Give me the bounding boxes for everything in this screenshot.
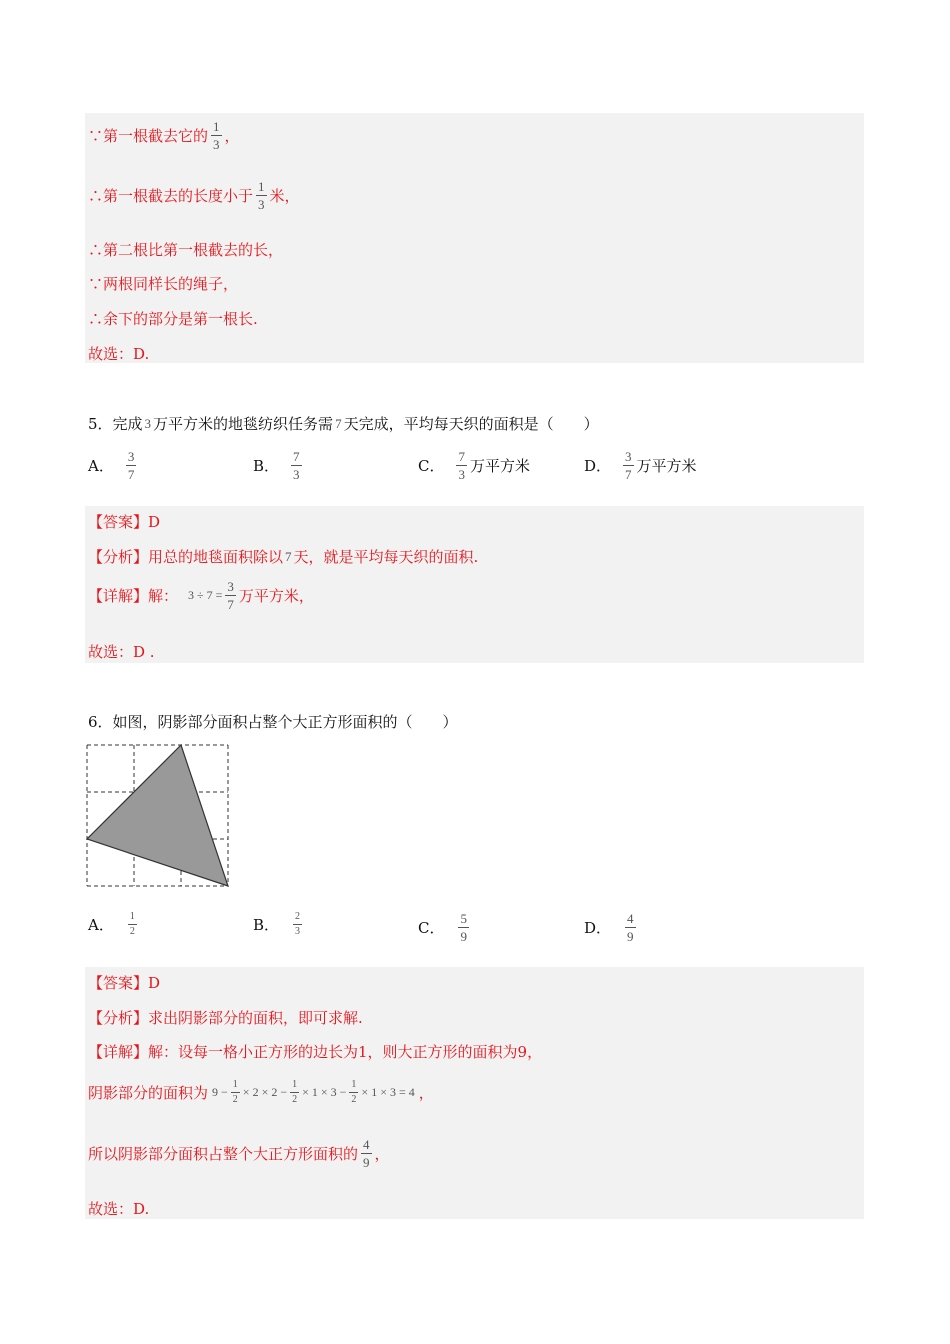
q4-line-5: ∴余下的部分是第一根长.: [88, 310, 258, 328]
q5-option-d[interactable]: D． $\frac{3}{7}$ 万平方米: [584, 449, 697, 482]
q6-grid-figure: [86, 744, 230, 888]
shaded-triangle: [87, 745, 228, 886]
q6-question: 6．如图，阴影部分面积占整个大正方形面积的（ ）: [88, 713, 458, 731]
q5-option-c[interactable]: C． $\frac{7}{3}$ 万平方米: [418, 449, 530, 482]
q5-answer: 【答案】 D: [88, 512, 161, 531]
q4-line-1: ∵第一根截去它的 $\frac{1}{3}$ ，: [88, 119, 240, 152]
q4-line-6: 故选：D.: [88, 345, 150, 363]
q5-option-a[interactable]: A． $\frac{3}{7}$: [88, 449, 135, 482]
q6-option-c[interactable]: C． $\frac{5}{9}$: [418, 911, 467, 944]
q5-detail: 【详解】 解： 3 ÷ 7 = $\frac{3}{7}$ 万平方米，: [88, 579, 314, 612]
fraction: $\frac{1}{3}$: [213, 119, 220, 152]
q6-ratio-line: 所以阴影部分面积占整个大正方形面积的 $\frac{4}{9}$ ，: [88, 1137, 390, 1170]
q6-option-b[interactable]: B． $\frac{2}{3}$: [253, 911, 301, 937]
fraction: $\frac{1}{3}$: [258, 179, 265, 212]
q6-option-d[interactable]: D． $\frac{4}{9}$: [584, 911, 634, 944]
q4-line-2: ∴第一根截去的长度小于 $\frac{1}{3}$ 米，: [88, 179, 300, 212]
q5-question: 5．完成 3 万平方米的地毯纺织任务需 7 天完成，平均每天织的面积是（ ）: [88, 415, 599, 433]
q5-analysis: 【分析】 用总的地毯面积除以 7 天，就是平均每天织的面积.: [88, 548, 479, 566]
q6-area-line: 阴影部分的面积为 9 − $\frac{1}{2}$ × 2 × 2 − $\frac{1}{2}$ × 1 × 3 − $\frac{1}{2}$ × 1 × 3 = 4 ，: [88, 1079, 434, 1105]
q6-choose: 故选：D.: [88, 1200, 150, 1218]
q5-choose: 故选：D .: [88, 643, 155, 661]
area-expression: 9 − $\frac{1}{2}$ × 2 × 2 − $\frac{1}{2}$ × 1 × 3 − $\frac{1}{2}$ × 1 × 3 = 4: [212, 1079, 415, 1105]
q5-option-b[interactable]: B． $\frac{7}{3}$: [253, 449, 300, 482]
q6-answer: 【答案】 D: [88, 973, 161, 992]
q6-option-a[interactable]: A． $\frac{1}{2}$: [88, 911, 135, 937]
q4-line-4: ∵两根同样长的绳子，: [88, 275, 239, 293]
q4-line-3: ∴第二根比第一根截去的长，: [88, 241, 284, 259]
q6-detail: 【详解】 解：设每一格小正方形的边长为1，则大正方形的面积为9，: [88, 1043, 543, 1061]
q6-analysis: 【分析】 求出阴影部分的面积，即可求解.: [88, 1009, 363, 1027]
